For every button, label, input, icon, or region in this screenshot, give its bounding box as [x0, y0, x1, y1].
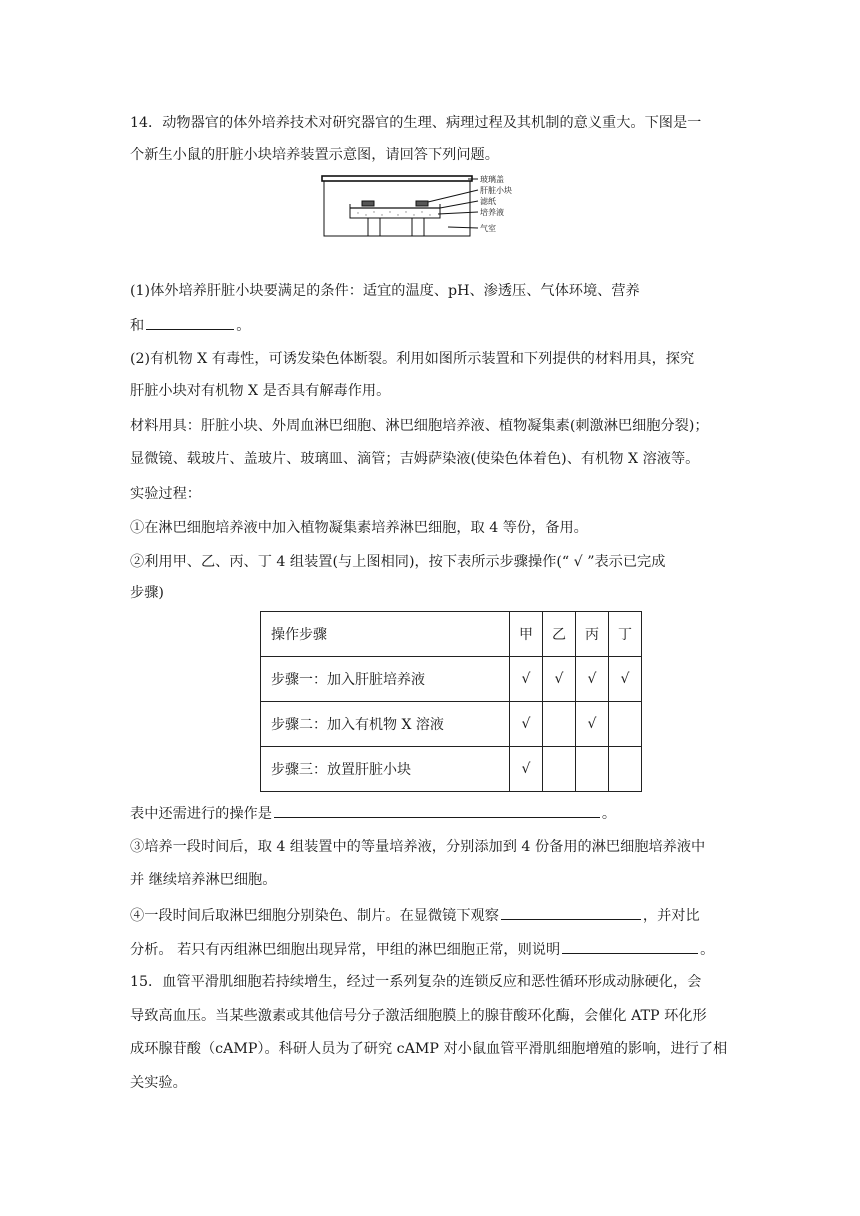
liver-piece-right — [416, 201, 428, 206]
table-cell: √ — [609, 657, 642, 702]
table-cell: √ — [543, 657, 576, 702]
process-step-2-line-2: 步骤) — [130, 585, 164, 601]
process-step-4-line-1 — [130, 904, 700, 926]
table-cell: √ — [510, 702, 543, 747]
q14-part1-line-1: (1)体外培养肝脏小块要满足的条件：适宜的温度、pH、渗透压、气体环境、营养 — [130, 283, 640, 299]
label-culture-medium: 培养液 — [480, 208, 504, 217]
liver-piece-left — [362, 201, 374, 206]
header-bing: 丙 — [576, 612, 609, 657]
materials-line-2: 显微镜、载玻片、盖玻片、玻璃皿、滴管；吉姆萨染液(使染色体着色)、有机物 X 溶液等。 — [130, 451, 700, 467]
table-cell: √ — [510, 747, 543, 792]
step-4-text-c: 分析。 若只有丙组淋巴细胞出现异常，甲组的淋巴细胞正常，则说明 — [130, 942, 561, 958]
table-cell: √ — [576, 657, 609, 702]
process-step-3-line-2: 并 继续培养淋巴细胞。 — [130, 872, 277, 888]
medium-dots — [357, 211, 430, 215]
row-step-label: 步骤三：放置肝脏小块 — [261, 747, 510, 792]
q14-part1-and: 和 — [130, 318, 145, 334]
q14-line-2: 个新生小鼠的肝脏小块培养装置示意图，请回答下列问题。 — [130, 147, 499, 163]
table-row — [261, 657, 642, 702]
materials-line-1: 材料用具：肝脏小块、外周血淋巴细胞、淋巴细胞培养液、植物凝集素(刺激淋巴细胞分裂)； — [130, 418, 709, 434]
header-ding: 丁 — [609, 612, 642, 657]
header-yi: 乙 — [543, 612, 576, 657]
table-cell — [576, 747, 609, 792]
answer-blank-2[interactable] — [274, 802, 600, 818]
label-air-chamber: 气室 — [480, 224, 496, 233]
q15-line-3: 成环腺苷酸（cAMP）。科研人员为了研究 cAMP 对小鼠血管平滑肌细胞增殖的影响，进行了相 — [130, 1041, 728, 1057]
table-cell: √ — [510, 657, 543, 702]
answer-blank-1[interactable] — [146, 314, 234, 330]
process-title: 实验过程： — [130, 486, 201, 502]
table-cell — [609, 702, 642, 747]
table-row — [261, 747, 642, 792]
q14-part2-line-2: 肝脏小块对有机物 X 是否具有解毒作用。 — [130, 383, 391, 399]
q14-part2-line-1: (2)有机物 X 有毒性，可诱发染色体断裂。利用如图所示装置和下列提供的材料用具，探究 — [130, 351, 695, 367]
process-step-2-line-1: ②利用甲、乙、丙、丁 4 组装置(与上图相同)，按下表所示步骤操作(“ √ ”表示已完成 — [130, 554, 666, 570]
header-step: 操作步骤 — [261, 612, 510, 657]
glass-lid — [322, 176, 472, 181]
after-table-period: 。 — [601, 806, 617, 822]
row-step-label: 步骤一：加入肝脏培养液 — [261, 657, 510, 702]
after-table-line — [130, 802, 616, 824]
step-4-text-a: ④一段时间后取淋巴细胞分别染色、制片。在显微镜下观察 — [130, 908, 499, 924]
q15-line-1: 15．血管平滑肌细胞若持续增生，经过一系列复杂的连锁反应和恶性循环形成动脉硬化，会 — [130, 974, 702, 990]
answer-blank-4[interactable] — [562, 938, 698, 954]
table-header-row — [261, 612, 642, 657]
process-step-1: ①在淋巴细胞培养液中加入植物凝集素培养淋巴细胞，取 4 等份，备用。 — [130, 520, 588, 536]
steps-table — [260, 611, 642, 792]
table-cell — [543, 747, 576, 792]
table-cell: √ — [576, 702, 609, 747]
q14-line-1: 14．动物器官的体外培养技术对研究器官的生理、病理过程及其机制的意义重大。下图是一 — [130, 115, 702, 131]
step-4-text-d: 。 — [700, 942, 715, 958]
table-cell — [543, 702, 576, 747]
q14-part1-line-2 — [130, 314, 250, 336]
after-table-text: 表中还需进行的操作是 — [130, 806, 272, 822]
row-step-label: 步骤二：加入有机物 X 溶液 — [261, 702, 510, 747]
answer-blank-3[interactable] — [501, 904, 641, 920]
table-cell — [609, 747, 642, 792]
process-step-4-line-2 — [130, 938, 714, 960]
header-jia: 甲 — [510, 612, 543, 657]
table-row — [261, 702, 642, 747]
culture-apparatus-diagram — [318, 170, 518, 245]
q15-line-2: 导致高血压。当某些激素或其他信号分子激活细胞膜上的腺苷酸环化酶，会催化 ATP 环化形 — [130, 1008, 707, 1024]
label-liver-piece: 肝脏小块 — [480, 186, 512, 195]
step-4-text-b: ，并对比 — [642, 908, 700, 924]
q15-line-4: 关实验。 — [130, 1075, 187, 1091]
label-filter-paper: 滤纸 — [480, 197, 496, 206]
label-glass-lid: 玻璃盖 — [480, 175, 504, 184]
q14-part1-period: 。 — [236, 318, 251, 334]
process-step-3-line-1: ③培养一段时间后，取 4 组装置中的等量培养液，分别添加到 4 份备用的淋巴细胞培养液中 — [130, 839, 706, 855]
